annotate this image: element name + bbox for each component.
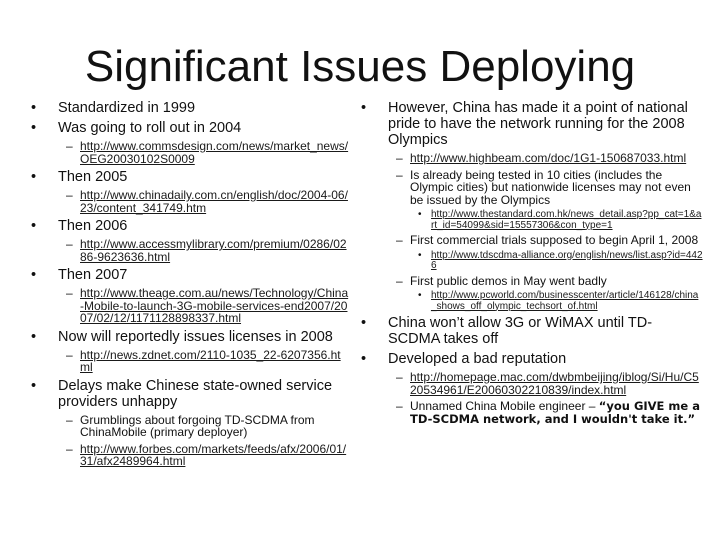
sub-bullet-link (28, 189, 350, 214)
sub-bullet-tested-cities: – Is already being tested in 10 cities (includes the Olympic cities) but nationwide licenses may not even be issued by the Olympics (358, 169, 703, 207)
sub-bullet-link (28, 443, 350, 468)
sub-bullet-public-demos: – First public demos in May went badly (358, 275, 703, 288)
bullet-then-2006: • Then 2006 (28, 218, 350, 234)
link-theage[interactable]: http://www.theage.com.au/news/Technology/China-Mobile-to-launch-3G-mobile-services-end2007/2007/02/12/1171128898337.html (80, 286, 349, 325)
link-chinadaily[interactable]: http://www.chinadaily.com.cn/english/doc/2004-06/23/content_341749.htm (80, 188, 348, 215)
engineer-quote: “you GIVE me a TD-SCDMA network, and I wouldn't take it.” (410, 399, 700, 426)
sub-bullet-link (358, 371, 703, 396)
bullet-roll-out-2004: • Was going to roll out in 2004 (28, 120, 350, 136)
bullet-no-3g-wimax: • China won’t allow 3G or WiMAX until TD-SCDMA takes off (358, 315, 703, 347)
sub-bullet-engineer-quote (358, 400, 703, 425)
left-column (28, 100, 350, 472)
bullet-standardized: • Standardized in 1999 (28, 100, 350, 116)
bullet-licenses-2008: • Now will reportedly issues licenses in 2008 (28, 329, 350, 345)
right-column (358, 100, 703, 429)
link-forbes[interactable]: http://www.forbes.com/markets/feeds/afx/2006/01/31/afx2489964.html (80, 441, 347, 468)
sub-bullet-grumblings: – Grumblings about forgoing TD-SCDMA from ChinaMobile (primary deployer) (28, 414, 350, 439)
sub-bullet-link (28, 349, 350, 374)
sub-bullet-link (28, 287, 350, 325)
sub-bullet-commercial-trials: – First commercial trials supposed to begin April 1, 2008 (358, 234, 703, 247)
link-pcworld[interactable]: http://www.pcworld.com/businesscenter/article/146128/china_shows_off_olympic_techsort_of.html (431, 290, 699, 312)
link-highbeam[interactable]: http://www.highbeam.com/doc/1G1-150687033.html (410, 151, 687, 165)
bullet-then-2005: • Then 2005 (28, 169, 350, 185)
sub-bullet-link (358, 152, 703, 165)
link-mac-homepage[interactable]: http://homepage.mac.com/dwbmbeijing/iblog/Si/Hu/C520534961/E20060302210839/index.html (410, 370, 699, 397)
link-commsdesign[interactable]: http://www.commsdesign.com/news/market_news/OEG20030102S0009 (80, 139, 349, 166)
sub-bullet-link (28, 140, 350, 165)
bullet-then-2007: • Then 2007 (28, 267, 350, 283)
sub-sub-bullet-link (358, 251, 703, 272)
link-tdscdma-alliance[interactable]: http://www.tdscdma-alliance.org/english/news/list.asp?id=4426 (431, 249, 703, 271)
bullet-delays: • Delays make Chinese state-owned service providers unhappy (28, 378, 350, 410)
bullet-bad-reputation: • Developed a bad reputation (358, 351, 703, 367)
link-accessmylibrary[interactable]: http://www.accessmylibrary.com/premium/0286/0286-9623636.html (80, 237, 347, 264)
engineer-label: Unnamed China Mobile engineer – (410, 399, 599, 413)
sub-sub-bullet-link (358, 210, 703, 231)
link-zdnet[interactable]: http://news.zdnet.com/2110-1035_22-6207356.html (80, 347, 341, 374)
link-thestandard[interactable]: http://www.thestandard.com.hk/news_detail.asp?pp_cat=1&art_id=54099&sid=15557306&con_type=1 (431, 209, 702, 231)
bullet-national-pride: • However, China has made it a point of national pride to have the network running for the 2008 Olympics (358, 100, 703, 148)
slide-title: Significant Issues Deploying (84, 42, 636, 91)
sub-sub-bullet-link (358, 291, 703, 312)
sub-bullet-link (28, 238, 350, 263)
